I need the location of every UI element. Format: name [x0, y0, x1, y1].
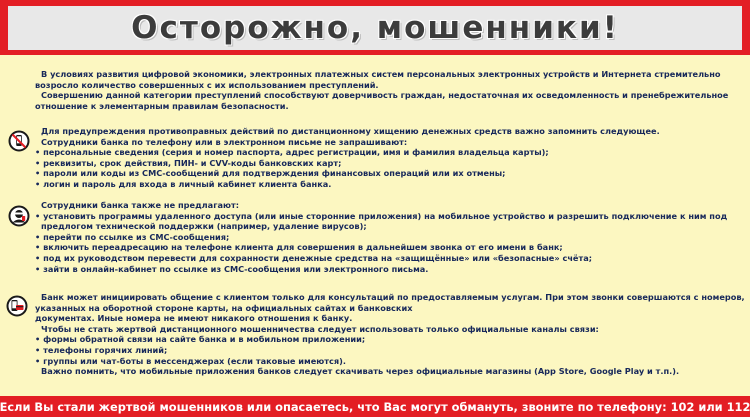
- section-2: [35, 200, 727, 274]
- list-item: • пароли или коды из СМС-сообщений для подтверждения финансовых операций или их отмены;: [35, 168, 660, 179]
- section-3-line: Банк может инициировать общение с клиентом только для консультаций по предоставляемым услугам. При этом звонки совершаются с номеров,: [41, 292, 745, 302]
- header-banner: [0, 0, 750, 55]
- list-item: • включить переадресацию на телефоне клиента для совершения в дальнейшем звонка от его имени в банк;: [35, 242, 727, 253]
- list-item: • телефоны горячих линий;: [35, 345, 745, 356]
- intro-line: возросло количество совершенных с их использованием преступлений.: [35, 79, 379, 90]
- list-item: • зайти в онлайн-кабинет по ссылке из СМС-сообщения или электронного письма.: [35, 264, 727, 275]
- intro-line: отношение к элементарным правилам безопасности.: [35, 100, 289, 111]
- no-phone-icon: [8, 130, 30, 152]
- section-2-subhead: Сотрудники банка также не предлагают:: [41, 200, 239, 210]
- section-1-subhead: Сотрудники банка по телефону или в электронном письме не запрашивают:: [41, 136, 408, 147]
- intro-line: В условиях развития цифровой экономики, электронных платежных систем персональных электронных устройств и Интернета стремительно: [41, 69, 721, 79]
- smartphone-card-icon: [6, 295, 28, 317]
- section-3: [35, 292, 745, 377]
- fraudster-icon: [8, 205, 30, 227]
- list-item: • реквизиты, срок действия, ПИН- и CVV-коды банковских карт;: [35, 158, 660, 169]
- title-strip: [8, 6, 742, 50]
- section-1: [35, 126, 660, 190]
- list-item: • группы или чат-боты в мессенджерах (если таковые имеются).: [35, 356, 745, 367]
- list-item: • установить программы удаленного доступа (или иные сторонние приложения) на мобильное устройство и разрешить подключение к ним под: [35, 211, 727, 222]
- intro-line: Совершению данной категории преступлений способствуют доверчивость граждан, недостаточная их осведомленность и пренебрежительное: [41, 90, 729, 101]
- list-item: • персональные сведения (серия и номер паспорта, адрес регистрации, имя и фамилия владельца карты);: [35, 147, 660, 158]
- section-1-lead: Для предупреждения противоправных действий по дистанционному хищению денежных средств важно запомнить следующее.: [41, 126, 660, 136]
- intro-paragraph: [35, 69, 728, 111]
- section-3-line: документах. Иные номера не имеют никакого отношения к банку.: [35, 313, 353, 324]
- footer-banner: [0, 396, 750, 417]
- footer-hotline-text: Если Вы стали жертвой мошенников или опасаетесь, что Вас могут обмануть, звоните по телефону: 102 или 112: [0, 399, 750, 414]
- section-3-closing: Важно помнить, что мобильные приложения банков следует скачивать через официальные магазины (App Store, Google Play и т.п.).: [41, 366, 680, 377]
- list-item: • формы обратной связи на сайте банка и в мобильном приложении;: [35, 334, 745, 345]
- list-item: • под их руководством перевести для сохранности денежные средства на «защищённые» или «безопасные» счёта;: [35, 253, 727, 264]
- list-item: • перейти по ссылке из СМС-сообщения;: [35, 232, 727, 243]
- list-item-continuation: предлогом технической поддержки (например, удаление вирусов);: [41, 221, 367, 232]
- section-3-line: указанных на оборотной стороне карты, на официальных сайтах и банковских: [35, 302, 413, 313]
- list-item: • логин и пароль для входа в личный кабинет клиента банка.: [35, 179, 660, 190]
- page-title: Осторожно, мошенники!: [131, 10, 619, 46]
- section-3-line: Чтобы не стать жертвой дистанционного мошенничества следует использовать только официальные каналы связи:: [41, 323, 599, 334]
